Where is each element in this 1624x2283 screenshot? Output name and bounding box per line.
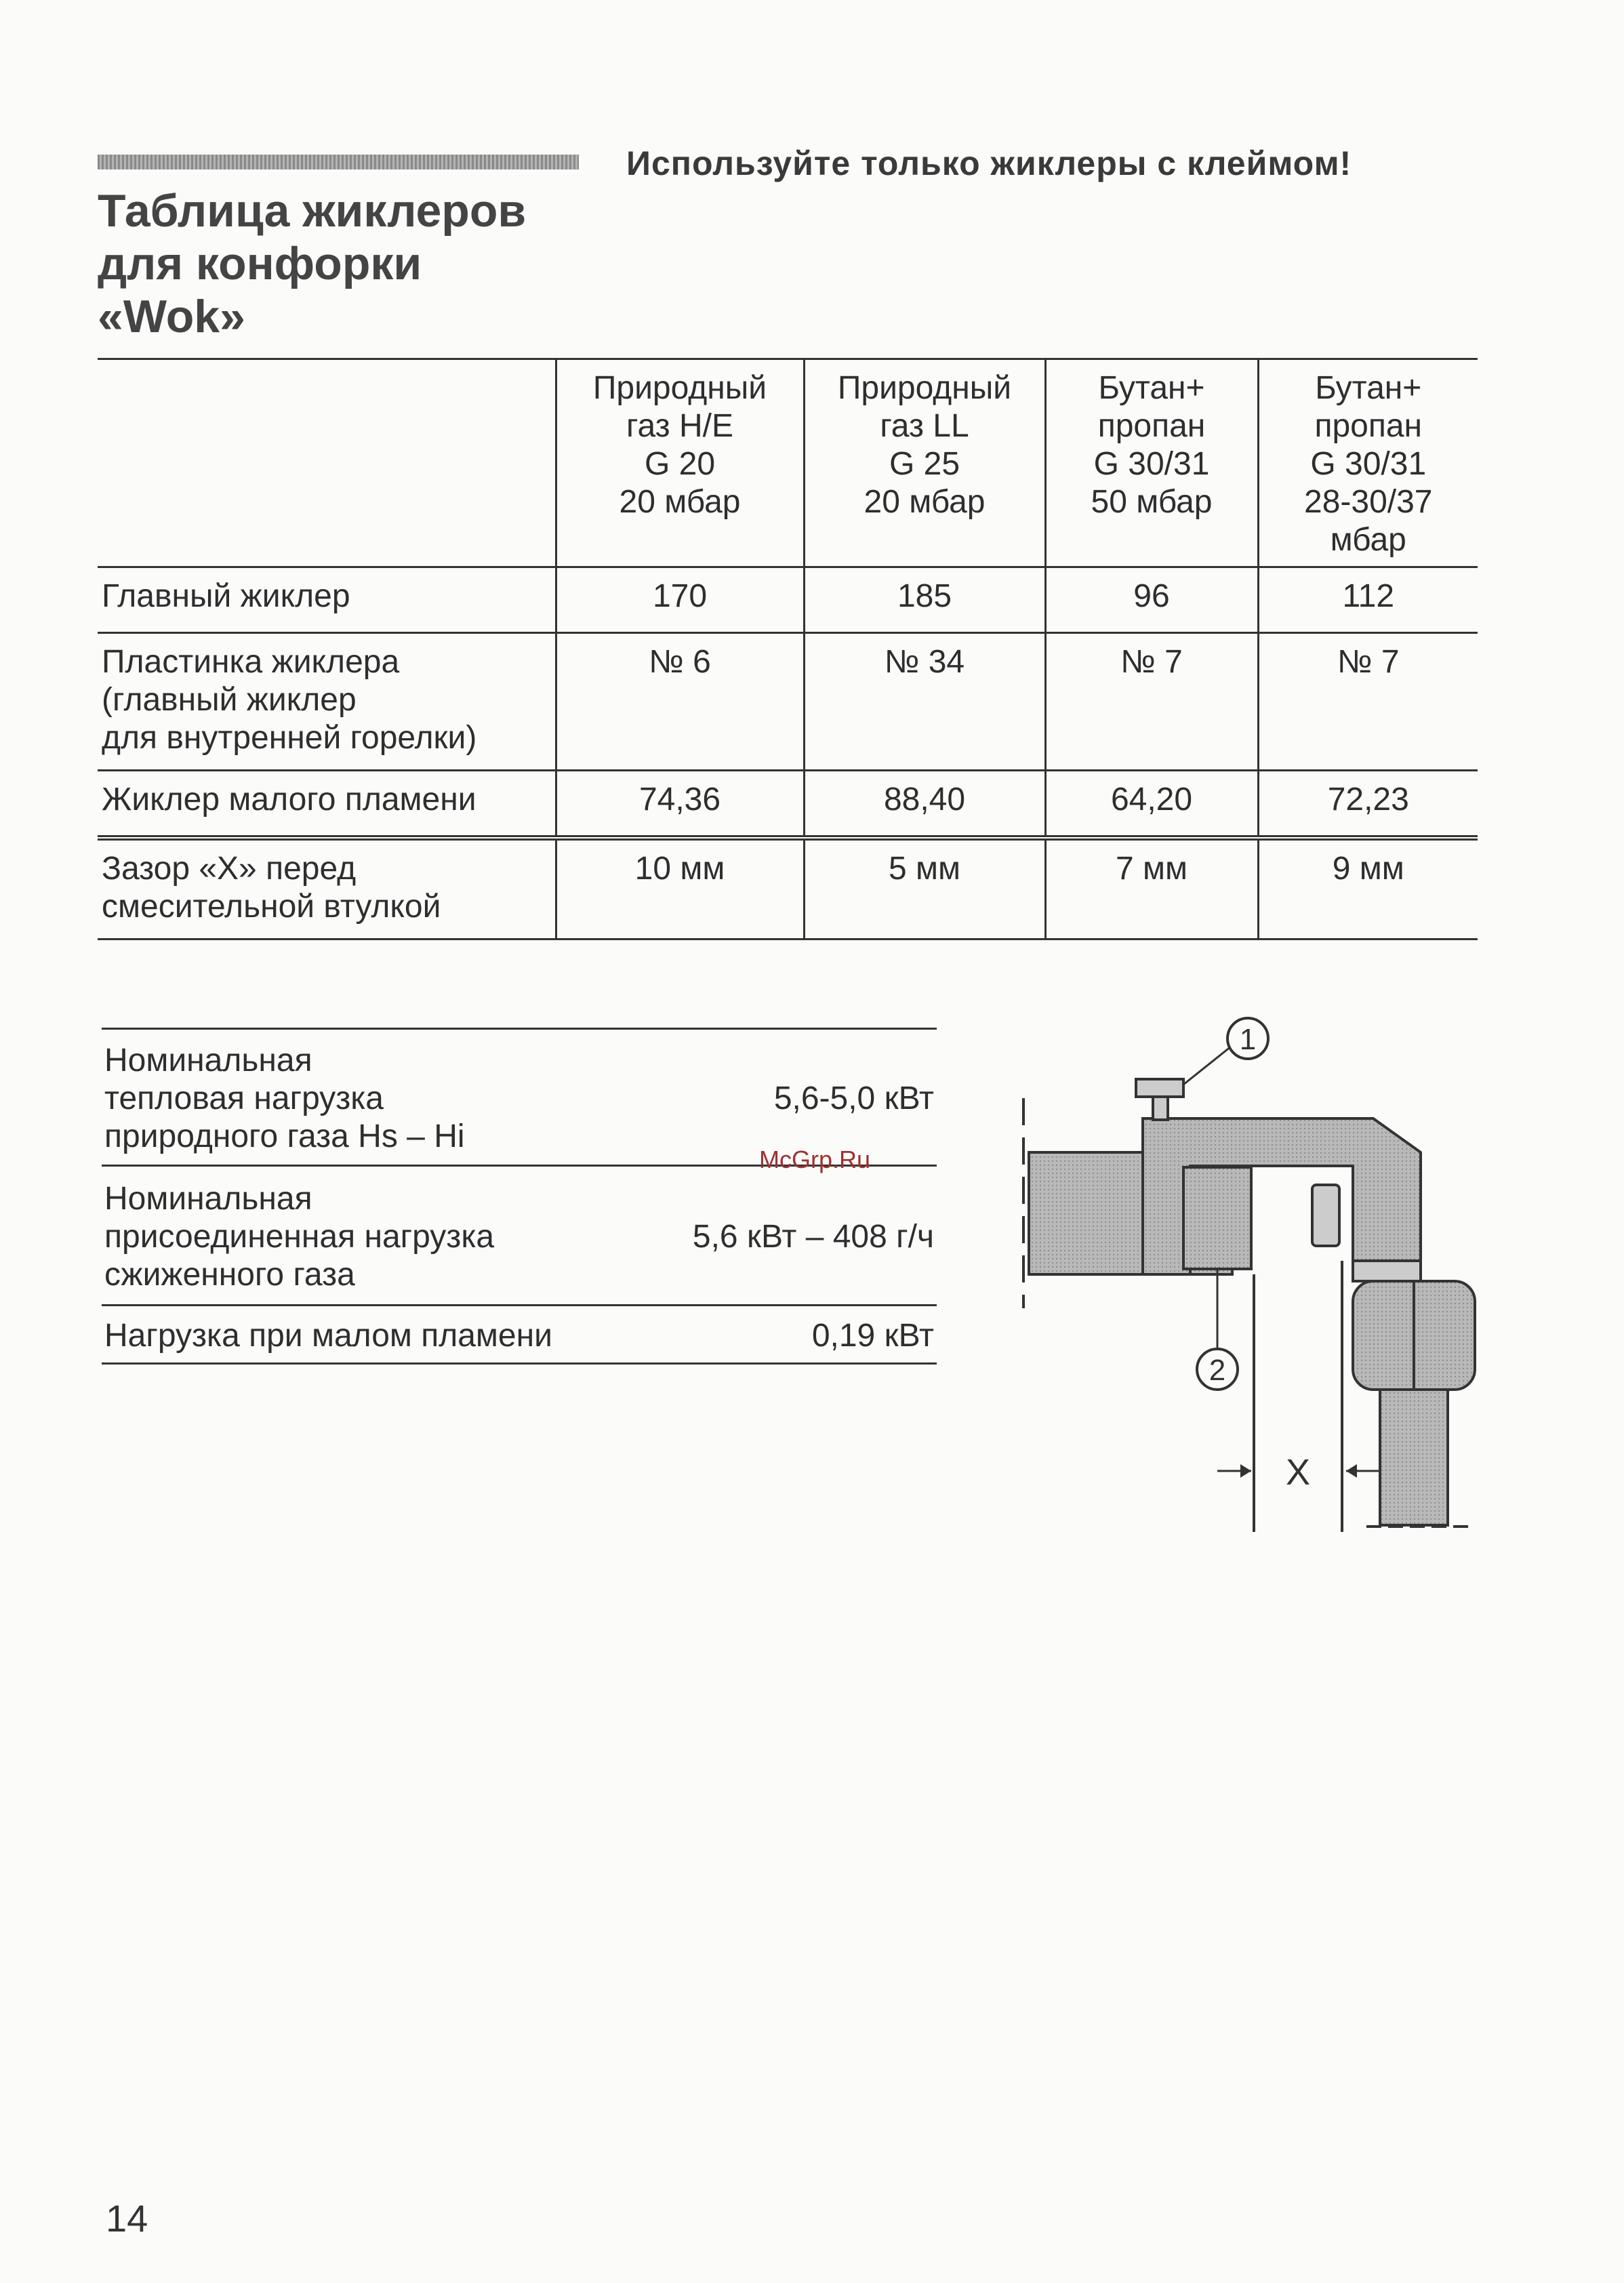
title-rule: [98, 155, 579, 169]
table-cell: № 34: [804, 633, 1045, 771]
row-label: Номинальная тепловая нагрузка природного газа Hs – Hi: [102, 1029, 685, 1166]
row-label: Пластинка жиклера (главный жиклер для внутренней горелки): [98, 633, 556, 771]
nut: [1312, 1185, 1339, 1246]
jet-table: [98, 358, 1478, 940]
table-cell: 72,23: [1258, 771, 1478, 839]
table-cell: 88,40: [804, 771, 1045, 839]
watermark: McGrp.Ru: [759, 1146, 871, 1173]
table-cell: 10 мм: [556, 838, 804, 940]
table-cell: № 6: [556, 633, 804, 771]
burner-nozzle-diagram: [1014, 1017, 1488, 1573]
table-cell: 170: [556, 567, 804, 633]
row-label: Зазор «X» перед смесительной втулкой: [98, 838, 556, 940]
page-number: 14: [106, 2197, 148, 2240]
title-line: для конфорки: [98, 238, 422, 289]
jet-table-header: [98, 359, 1478, 567]
table-row: [98, 567, 1478, 633]
row-label: Жиклер малого пламени: [98, 771, 556, 839]
table-cell: 5,6 кВт – 408 г/ч: [685, 1166, 937, 1306]
table-cell: 74,36: [556, 771, 804, 839]
table-row: [102, 1166, 937, 1306]
table-row: [98, 633, 1478, 771]
table-row: [98, 771, 1478, 839]
table-cell: 64,20: [1045, 771, 1258, 839]
row-label: Нагрузка при малом пламени: [102, 1306, 685, 1364]
column-header: Природный газ LL G 25 20 мбар: [804, 359, 1045, 567]
row-label: Номинальная присоединенная нагрузка сжиженного газа: [102, 1166, 685, 1306]
table-cell: № 7: [1258, 633, 1478, 771]
table-row: [98, 838, 1478, 940]
table-cell: 96: [1045, 567, 1258, 633]
table-cell: 185: [804, 567, 1045, 633]
table-cell: 5 мм: [804, 838, 1045, 940]
screw: [1136, 1079, 1183, 1097]
mixing-tube: [1380, 1390, 1448, 1525]
row-label: Главный жиклер: [98, 567, 556, 633]
table-row: [102, 1306, 937, 1364]
table-cell: № 7: [1045, 633, 1258, 771]
header-blank-cell: [98, 359, 556, 567]
table-cell: 7 мм: [1045, 838, 1258, 940]
jet-block: [1183, 1167, 1251, 1269]
column-header: Бутан+ пропан G 30/31 28-30/37 мбар: [1258, 359, 1478, 567]
title-line: «Wok»: [98, 291, 245, 342]
table-cell: 112: [1258, 567, 1478, 633]
title-line: Таблица жиклеров: [98, 185, 527, 237]
column-header: Бутан+ пропан G 30/31 50 мбар: [1045, 359, 1258, 567]
table-cell: 5,6-5,0 кВт: [685, 1029, 937, 1166]
dimension-x-label: X: [1285, 1452, 1311, 1493]
page-title: [98, 184, 613, 343]
callout-label: 2: [1209, 1354, 1226, 1387]
table-cell: 9 мм: [1258, 838, 1478, 940]
load-table: [102, 1028, 937, 1365]
table-cell: 0,19 кВт: [685, 1306, 937, 1364]
column-header: Природный газ H/E G 20 20 мбар: [556, 359, 804, 567]
callout-label: 1: [1239, 1023, 1257, 1056]
stamped-jets-notice: Используйте только жиклеры с клеймом!: [626, 144, 1352, 182]
